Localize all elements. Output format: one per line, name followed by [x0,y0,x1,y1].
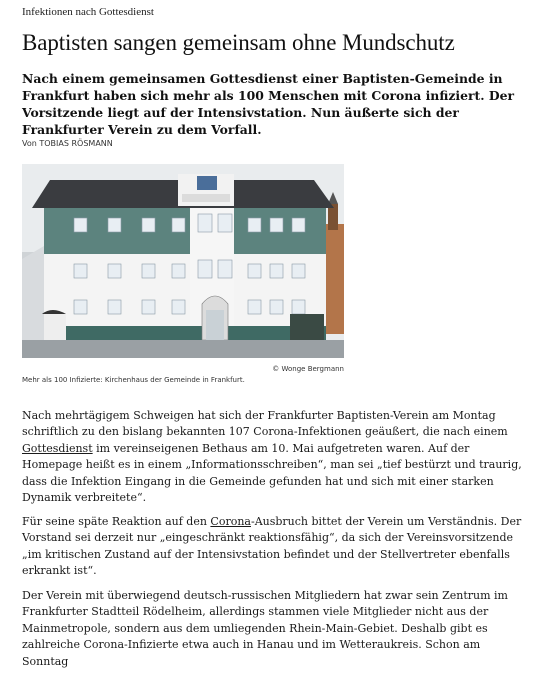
paragraph-2-text-b: -Ausbruch bittet der Verein um Verständnis. Der Vorstand sei derzeit nur „eingeschränkt reaktionsfähig“, da sich der Vereinsvorsitzende „im kritischen Zustand auf der Intensivstation befindet und der Stellvertreter ebenfalls erkrankt ist“. [22,515,522,578]
link-gottesdienst[interactable]: Gottesdienst [22,441,93,455]
byline [22,139,113,148]
link-corona[interactable]: Corona [210,515,251,528]
article-kicker: Infektionen nach Gottesdienst [22,6,154,18]
photo-credit: © Wonge Bergmann [272,365,344,373]
church-building-photo [22,164,344,358]
byline-prefix: Von [22,139,37,148]
paragraph-2-text-a: Für seine späte Reaktion auf den [22,515,211,528]
paragraph-1-text-a: Nach mehrtägigem Schweigen hat sich der Frankfurter Baptisten-Verein am Montag schriftlich zu den bislang bekannten 107 Corona-Infektionen geäußert, die nach einem [22,409,508,439]
paragraph-1 [22,408,522,506]
paragraph-1-text-b: im vereinseigenen Bethaus am 10. Mai aufgetreten waren. Auf der Homepage heißt es in einem „Informationsschreiben“, man sei „tief bestürzt und traurig, dass die Infektion Eingang in die Gemeinde gefunden hat und sich mit einer starken Dynamik verbreitete“. [22,441,522,505]
paragraph-3: Der Verein mit überwiegend deutsch-russischen Mitgliedern hat zwar sein Zentrum im Frankfurter Stadtteil Rödelheim, allerdings stammen viele Mitglieder nicht aus der Mainmetropole, sondern aus dem umliegenden Rhein-Main-Gebiet. Deshalb gibt es zahlreiche Corona-Infizierte etwa auch in Hanau und im Wetteraukreis. Schon am Sonntag [22,589,508,668]
paragraph-2 [22,514,522,580]
photo-caption: Mehr als 100 Infizierte: Kirchenhaus der Gemeinde in Frankfurt. [22,376,245,384]
article-lead: Nach einem gemeinsamen Gottesdienst einer Baptisten-Gemeinde in Frankfurt haben sich mehr als 100 Menschen mit Corona infiziert. Der Vorsitzende liegt auf der Intensivstation. Nun äußerte sich der Frankfurter Verein zu dem Vorfall. [22,71,514,137]
author-link[interactable]: TOBIAS RÖSMANN [39,139,113,148]
article-headline: Baptisten sangen gemeinsam ohne Mundschutz [22,30,455,55]
